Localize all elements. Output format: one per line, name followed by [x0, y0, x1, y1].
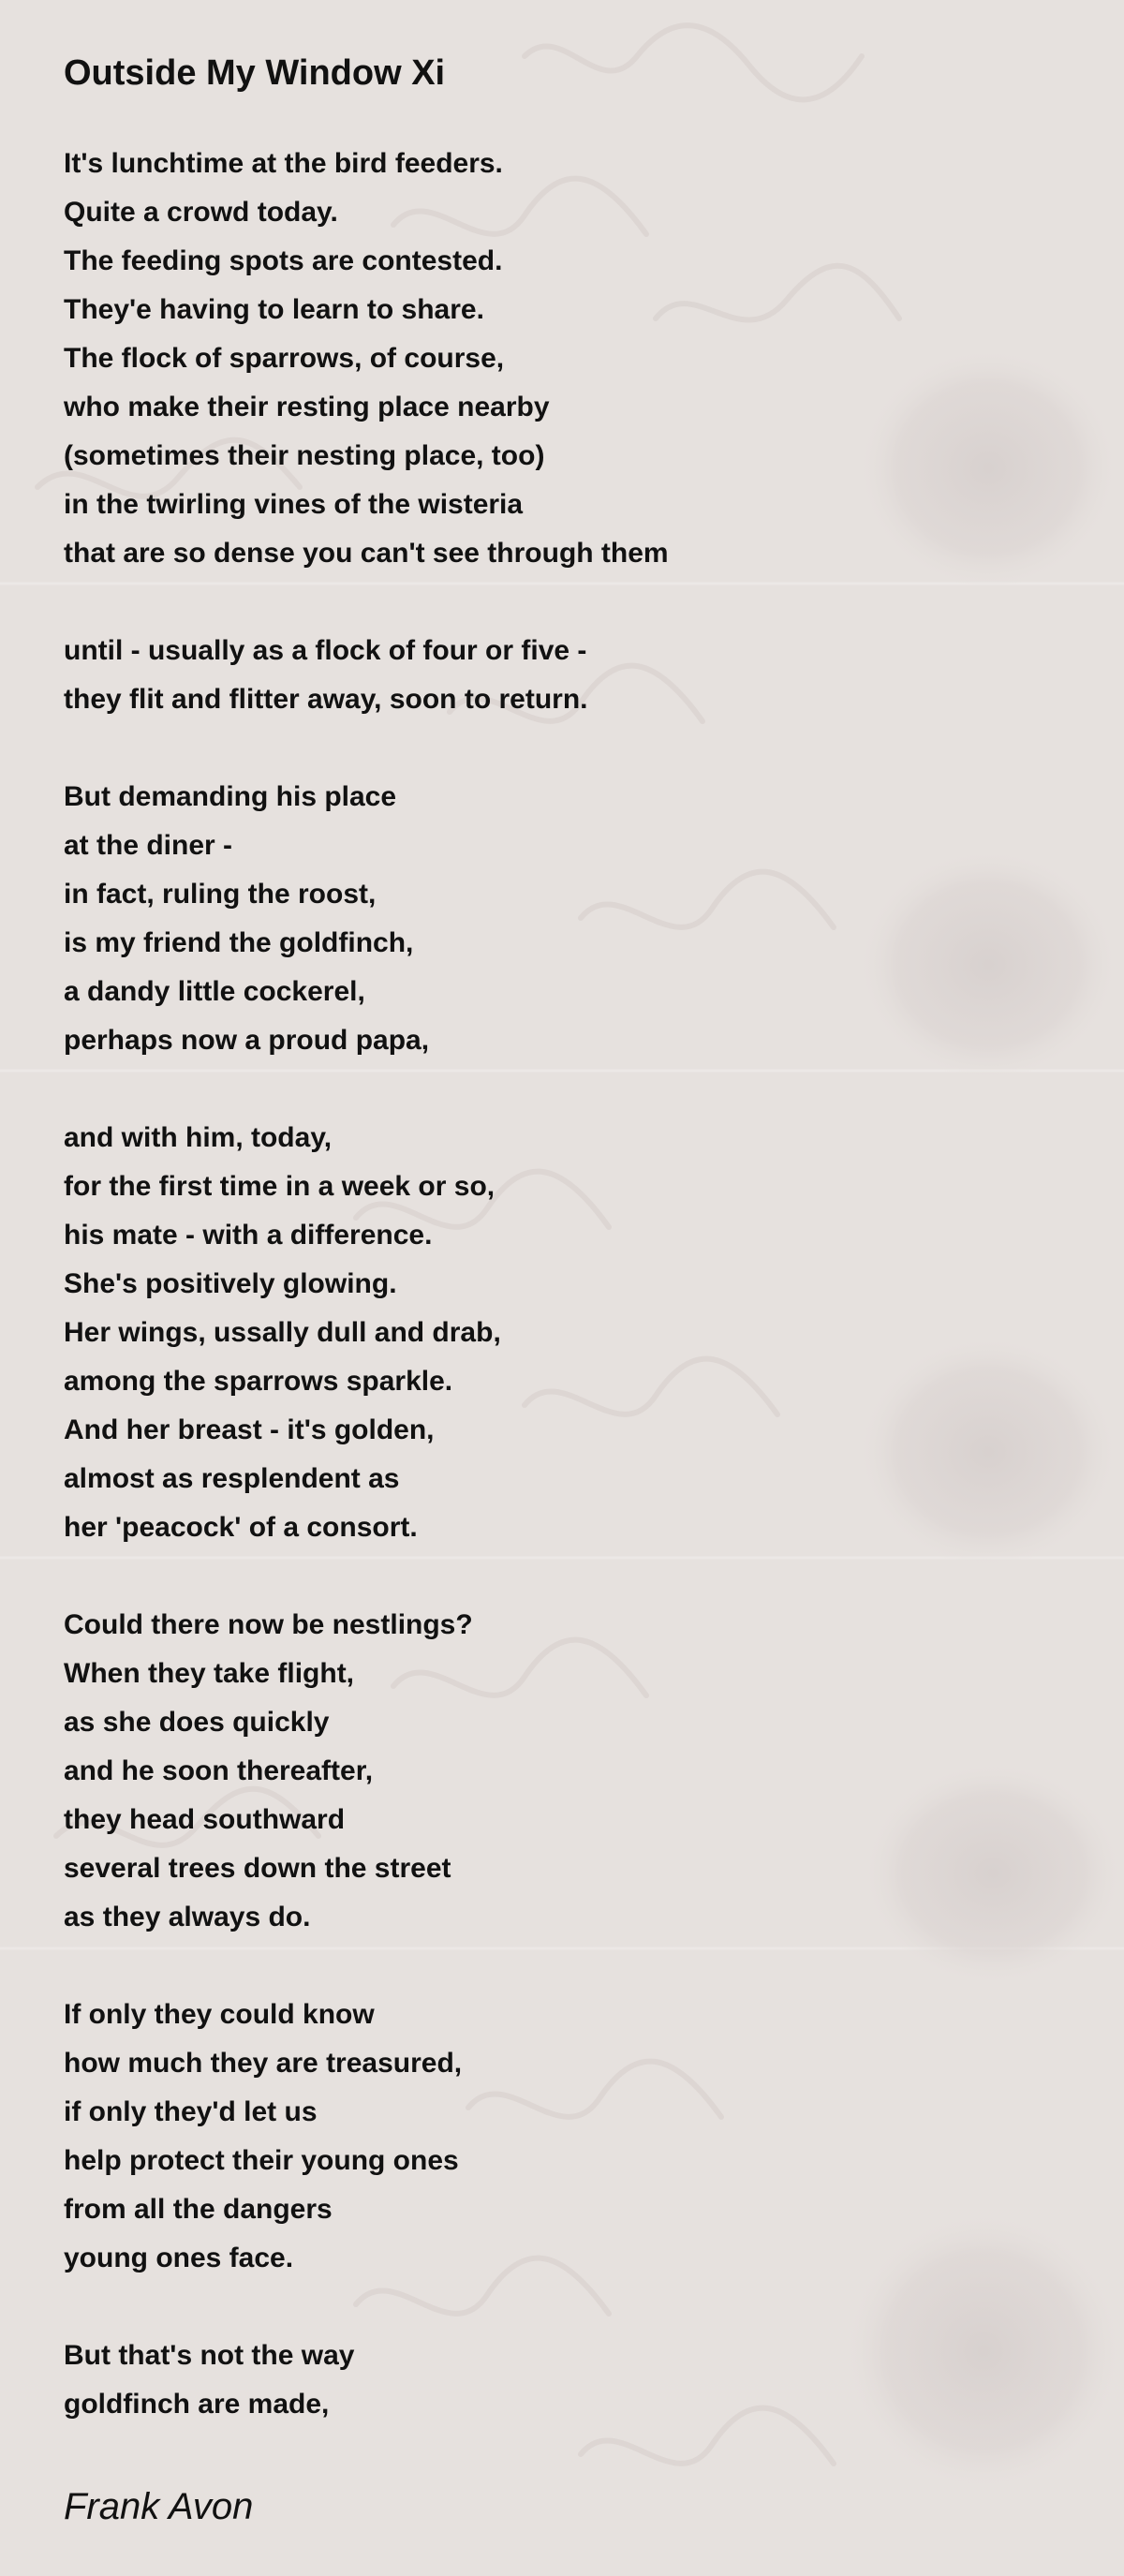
- poem-line: in fact, ruling the roost,: [64, 879, 377, 910]
- poem-line: from all the dangers: [64, 2194, 333, 2225]
- poem-stanza: [64, 627, 1057, 724]
- poem-line: Quite a crowd today.: [64, 197, 338, 228]
- poem-line: But that's not the way: [64, 2340, 355, 2371]
- poem-stanza: [64, 773, 1057, 1065]
- poem-stanza: [64, 1114, 1057, 1552]
- poem-title: Outside My Window Xi: [64, 53, 446, 93]
- poem-line: if only they'd let us: [64, 2096, 318, 2127]
- poem-line: as she does quickly: [64, 1707, 330, 1738]
- poem-line: It's lunchtime at the bird feeders.: [64, 148, 503, 179]
- poem-line: for the first time in a week or so,: [64, 1171, 495, 1202]
- poem-line: several trees down the street: [64, 1853, 451, 1884]
- poem-line: they head southward: [64, 1804, 346, 1835]
- poem-line: They'e having to learn to share.: [64, 294, 484, 325]
- poem-line: and with him, today,: [64, 1122, 333, 1153]
- poem-line: young ones face.: [64, 2243, 294, 2273]
- poem-line: until - usually as a flock of four or five -: [64, 635, 587, 666]
- poem-stanza: [64, 140, 1057, 578]
- poem-line: they flit and flitter away, soon to return.: [64, 684, 588, 715]
- poem-line: and he soon thereafter,: [64, 1755, 374, 1786]
- poem-stanza: [64, 1601, 1057, 1942]
- poem-line: She's positively glowing.: [64, 1268, 397, 1299]
- poem-line: If only they could know: [64, 1999, 375, 2030]
- poem-line: who make their resting place nearby: [64, 392, 550, 422]
- poem-line: help protect their young ones: [64, 2145, 459, 2176]
- poem-line: When they take flight,: [64, 1658, 355, 1689]
- poem-line: The flock of sparrows, of course,: [64, 343, 505, 374]
- poem-line: is my friend the goldfinch,: [64, 927, 414, 958]
- poem-line: The feeding spots are contested.: [64, 245, 503, 276]
- poem-body: [64, 140, 1057, 2478]
- poem-line: (sometimes their nesting place, too): [64, 440, 545, 471]
- poem-line: at the diner -: [64, 830, 233, 861]
- poem-line: And her breast - it's golden,: [64, 1414, 435, 1445]
- poem-line: how much they are treasured,: [64, 2048, 463, 2079]
- poem-line: But demanding his place: [64, 781, 397, 812]
- poem-line: in the twirling vines of the wisteria: [64, 489, 524, 520]
- poem-stanza: [64, 2332, 1057, 2429]
- poem-line: Her wings, ussally dull and drab,: [64, 1317, 501, 1348]
- poem-line: goldfinch are made,: [64, 2389, 330, 2420]
- poem-line: that are so dense you can't see through them: [64, 538, 669, 569]
- poem-line: as they always do.: [64, 1902, 311, 1932]
- poem-line: almost as resplendent as: [64, 1463, 400, 1494]
- poem-stanza: [64, 1991, 1057, 2283]
- poem-line: her 'peacock' of a consort.: [64, 1512, 418, 1543]
- poem-line: perhaps now a proud papa,: [64, 1025, 430, 1056]
- poem-line: his mate - with a difference.: [64, 1220, 433, 1251]
- poem-line: Could there now be nestlings?: [64, 1609, 473, 1640]
- poem-line: among the sparrows sparkle.: [64, 1366, 453, 1397]
- poem-author: Frank Avon: [64, 2486, 254, 2527]
- poem-line: a dandy little cockerel,: [64, 976, 365, 1007]
